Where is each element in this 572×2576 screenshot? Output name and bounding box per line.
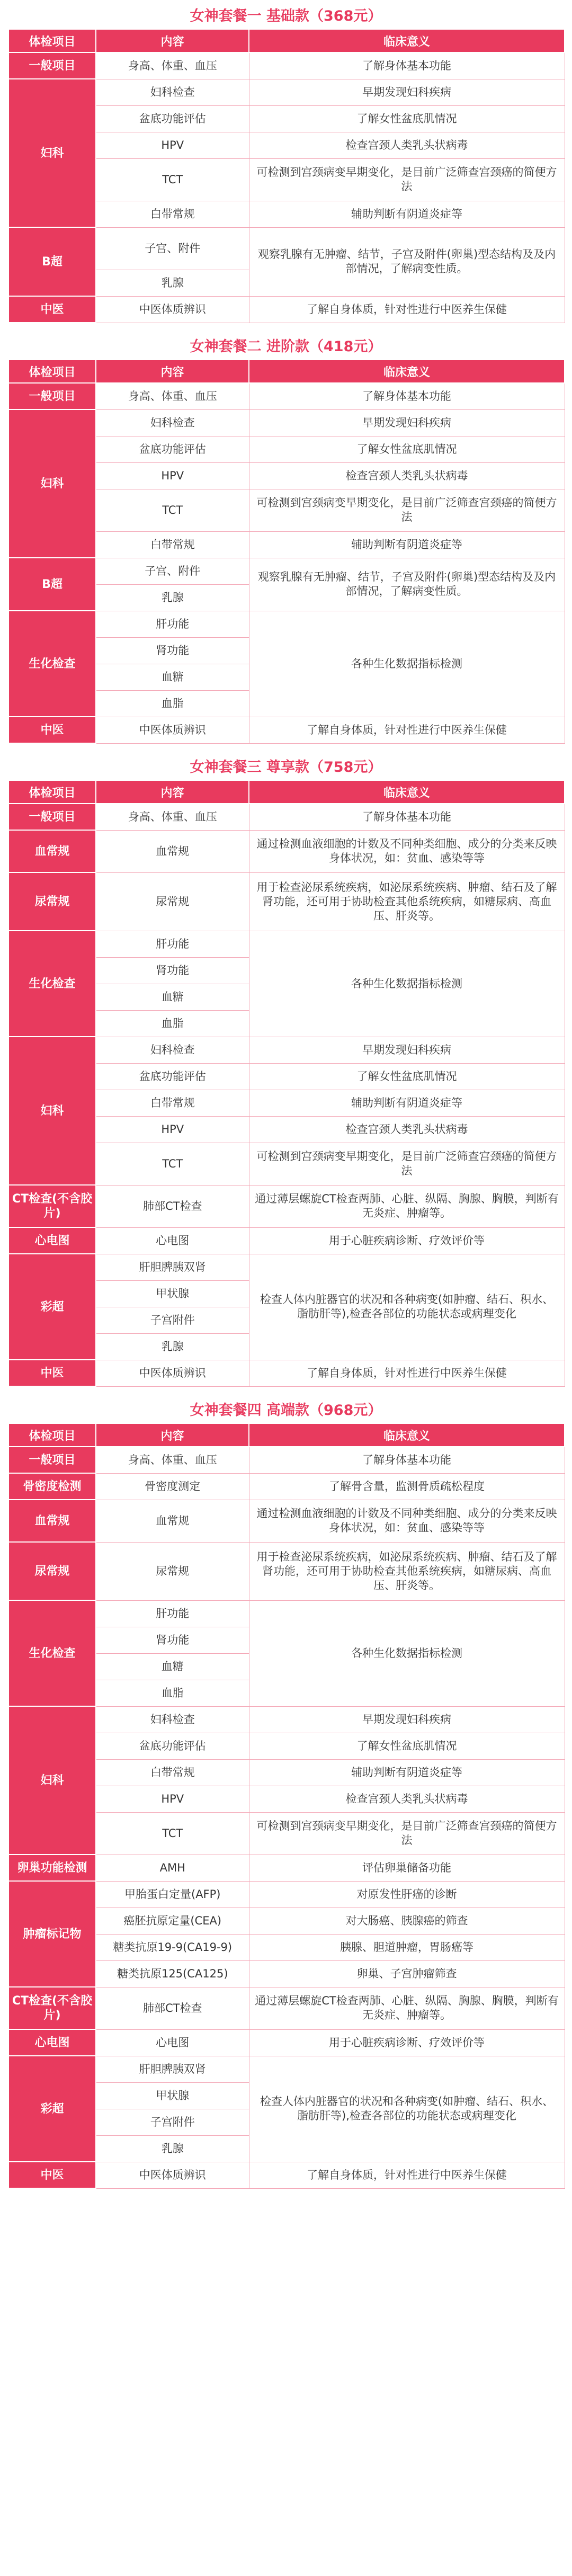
item-cell: 子宫附件	[96, 1307, 249, 1333]
header-item: 内容	[96, 29, 249, 52]
item-cell: 骨密度测定	[96, 1473, 249, 1500]
item-cell: TCT	[96, 158, 249, 201]
package-table	[8, 29, 565, 323]
meaning-cell: 了解身体基本功能	[249, 804, 565, 830]
meaning-cell: 检查宫颈人类乳头状病毒	[249, 462, 565, 489]
meaning-cell: 用于检查泌尿系统疾病，如泌尿系统疾病、肿瘤、结石及了解肾功能，还可用于协助检查其他系统疾病，如糖尿病、高血压、肝炎等。	[249, 1542, 565, 1600]
item-cell: 血糖	[96, 984, 249, 1010]
table-header-row	[8, 1423, 565, 1447]
table-row	[8, 2056, 565, 2082]
item-cell: 乳腺	[96, 1333, 249, 1360]
meaning-cell: 评估卵巢储备功能	[249, 1855, 565, 1881]
item-cell: TCT	[96, 1143, 249, 1185]
category-cell: 一般项目	[8, 52, 96, 79]
meaning-cell: 可检测到宫颈病变早期变化，是目前广泛筛查宫颈癌的简便方法	[249, 1812, 565, 1855]
table-row	[8, 717, 565, 743]
table-row	[8, 804, 565, 830]
meaning-cell: 各种生化数据指标检测	[249, 931, 565, 1037]
meaning-cell: 了解身体基本功能	[249, 383, 565, 409]
item-cell: 白带常规	[96, 531, 249, 558]
meaning-cell: 辅助判断有阴道炎症等	[249, 201, 565, 227]
category-cell: 尿常规	[8, 1542, 96, 1600]
package-1	[8, 8, 564, 323]
category-cell: 妇科	[8, 1037, 96, 1185]
table-row	[8, 1227, 565, 1254]
table-row	[8, 830, 565, 872]
meaning-cell: 早期发现妇科疾病	[249, 409, 565, 436]
meaning-cell: 了解自身体质，针对性进行中医养生保健	[249, 717, 565, 743]
category-cell: 妇科	[8, 79, 96, 227]
category-cell: 骨密度检测	[8, 1473, 96, 1500]
category-cell: 一般项目	[8, 1447, 96, 1473]
table-row	[8, 296, 565, 323]
category-cell: 中医	[8, 2162, 96, 2188]
item-cell: HPV	[96, 132, 249, 158]
item-cell: TCT	[96, 489, 249, 531]
item-cell: 乳腺	[96, 270, 249, 296]
category-cell: 彩超	[8, 1254, 96, 1360]
package-gap	[0, 744, 572, 755]
package-title: 女神套餐三 尊享款（758元）	[190, 759, 382, 776]
package-title: 女神套餐二 进阶款（418元）	[190, 338, 382, 355]
item-cell: 盆底功能评估	[96, 436, 249, 462]
table-row	[8, 1542, 565, 1600]
item-cell: 癌胚抗原定量(CEA)	[96, 1908, 249, 1934]
table-row	[8, 1855, 565, 1881]
meaning-cell: 检查宫颈人类乳头状病毒	[249, 1116, 565, 1143]
item-cell: 血常规	[96, 1500, 249, 1542]
category-cell: 中医	[8, 296, 96, 323]
meaning-cell: 可检测到宫颈病变早期变化，是目前广泛筛查宫颈癌的简便方法	[249, 1143, 565, 1185]
item-cell: 肝功能	[96, 611, 249, 637]
table-header-row	[8, 29, 565, 52]
category-cell: 尿常规	[8, 872, 96, 931]
package-table	[8, 780, 565, 1387]
item-cell: 甲状腺	[96, 1280, 249, 1307]
item-cell: 身高、体重、血压	[96, 804, 249, 830]
item-cell: 乳腺	[96, 2135, 249, 2162]
meaning-cell: 了解自身体质，针对性进行中医养生保健	[249, 1360, 565, 1386]
item-cell: 糖类抗原125(CA125)	[96, 1960, 249, 1987]
header-meaning: 临床意义	[249, 360, 565, 383]
meaning-cell: 对原发性肝癌的诊断	[249, 1881, 565, 1908]
table-row	[8, 1447, 565, 1473]
item-cell: HPV	[96, 1116, 249, 1143]
item-cell: 身高、体重、血压	[96, 1447, 249, 1473]
category-cell: 中医	[8, 1360, 96, 1386]
item-cell: 血脂	[96, 1010, 249, 1037]
header-item: 内容	[96, 780, 249, 804]
item-cell: 中医体质辨识	[96, 2162, 249, 2188]
item-cell: 血脂	[96, 690, 249, 717]
category-cell: 生化检查	[8, 1600, 96, 1706]
meaning-cell: 通过薄层螺旋CT检查两肺、心脏、纵隔、胸腺、胸膜，判断有无炎症、肿瘤等。	[249, 1987, 565, 2029]
meaning-cell: 了解骨含量，监测骨质疏松程度	[249, 1473, 565, 1500]
header-category: 体检项目	[8, 360, 96, 383]
meaning-cell: 了解自身体质，针对性进行中医养生保健	[249, 296, 565, 323]
table-row	[8, 1254, 565, 1280]
item-cell: 妇科检查	[96, 79, 249, 105]
category-cell: 心电图	[8, 2029, 96, 2056]
header-meaning: 临床意义	[249, 780, 565, 804]
package-2	[8, 339, 564, 744]
item-cell: 甲胎蛋白定量(AFP)	[96, 1881, 249, 1908]
item-cell: 糖类抗原19-9(CA19-9)	[96, 1934, 249, 1960]
item-cell: 血脂	[96, 1680, 249, 1706]
package-gap	[0, 1387, 572, 1398]
package-4	[8, 1403, 564, 2189]
meaning-cell: 了解身体基本功能	[249, 52, 565, 79]
item-cell: 盆底功能评估	[96, 1733, 249, 1759]
item-cell: HPV	[96, 462, 249, 489]
item-cell: 尿常规	[96, 872, 249, 931]
package-gap	[0, 323, 572, 335]
header-category: 体检项目	[8, 780, 96, 804]
item-cell: 中医体质辨识	[96, 1360, 249, 1386]
meaning-cell: 胰腺、胆道肿瘤，胃肠癌等	[249, 1934, 565, 1960]
category-cell: 生化检查	[8, 611, 96, 717]
meaning-cell: 了解女性盆底肌情况	[249, 1733, 565, 1759]
item-cell: 白带常规	[96, 1090, 249, 1116]
item-cell: 盆底功能评估	[96, 1063, 249, 1090]
category-cell: B超	[8, 558, 96, 611]
meaning-cell: 用于心脏疾病诊断、疗效评价等	[249, 1227, 565, 1254]
meaning-cell: 各种生化数据指标检测	[249, 1600, 565, 1706]
table-row	[8, 611, 565, 637]
category-cell: CT检查(不含胶片)	[8, 1987, 96, 2029]
meaning-cell: 辅助判断有阴道炎症等	[249, 1759, 565, 1786]
table-row	[8, 1600, 565, 1627]
category-cell: 妇科	[8, 1706, 96, 1855]
table-row	[8, 409, 565, 436]
item-cell: 妇科检查	[96, 409, 249, 436]
meaning-cell: 早期发现妇科疾病	[249, 79, 565, 105]
item-cell: 肝功能	[96, 1600, 249, 1627]
table-row	[8, 1473, 565, 1500]
item-cell: 心电图	[96, 2029, 249, 2056]
meaning-cell: 用于心脏疾病诊断、疗效评价等	[249, 2029, 565, 2056]
item-cell: AMH	[96, 1855, 249, 1881]
meaning-cell: 了解自身体质，针对性进行中医养生保健	[249, 2162, 565, 2188]
header-item: 内容	[96, 1423, 249, 1447]
table-row	[8, 2162, 565, 2188]
item-cell: 肾功能	[96, 637, 249, 664]
meaning-cell: 早期发现妇科疾病	[249, 1037, 565, 1063]
item-cell: 肝胆脾胰双肾	[96, 1254, 249, 1280]
meaning-cell: 可检测到宫颈病变早期变化，是目前广泛筛查宫颈癌的简便方法	[249, 489, 565, 531]
item-cell: 白带常规	[96, 1759, 249, 1786]
package-title: 女神套餐四 高端款（968元）	[190, 1402, 382, 1419]
item-cell: 中医体质辨识	[96, 296, 249, 323]
meaning-cell: 观察乳腺有无肿瘤、结节，子宫及附件(卵巢)型态结构及及内部情况，了解病变性质。	[249, 558, 565, 611]
category-cell: 心电图	[8, 1227, 96, 1254]
item-cell: 子宫、附件	[96, 227, 249, 270]
header-category: 体检项目	[8, 29, 96, 52]
category-cell: CT检查(不含胶片)	[8, 1185, 96, 1227]
header-category: 体检项目	[8, 1423, 96, 1447]
meaning-cell: 通过薄层螺旋CT检查两肺、心脏、纵隔、胸腺、胸膜，判断有无炎症、肿瘤等。	[249, 1185, 565, 1227]
table-row	[8, 558, 565, 584]
item-cell: 身高、体重、血压	[96, 52, 249, 79]
item-cell: 妇科检查	[96, 1037, 249, 1063]
item-cell: 心电图	[96, 1227, 249, 1254]
meaning-cell: 观察乳腺有无肿瘤、结节，子宫及附件(卵巢)型态结构及及内部情况，了解病变性质。	[249, 227, 565, 296]
package-table	[8, 1423, 565, 2189]
table-row	[8, 1037, 565, 1063]
table-row	[8, 79, 565, 105]
category-cell: 卵巢功能检测	[8, 1855, 96, 1881]
item-cell: 肺部CT检查	[96, 1987, 249, 2029]
category-cell: 妇科	[8, 409, 96, 558]
meaning-cell: 检查人体内脏器官的状况和各种病变(如肿瘤、结石、积水、脂肪肝等),检查各部位的功能状态或病理变化	[249, 2056, 565, 2162]
item-cell: 肺部CT检查	[96, 1185, 249, 1227]
item-cell: 血糖	[96, 664, 249, 690]
table-row	[8, 52, 565, 79]
item-cell: 肾功能	[96, 1627, 249, 1653]
meaning-cell: 了解女性盆底肌情况	[249, 105, 565, 132]
package-title: 女神套餐一 基础款（368元）	[190, 8, 382, 24]
item-cell: 甲状腺	[96, 2082, 249, 2109]
item-cell: 盆底功能评估	[96, 105, 249, 132]
category-cell: 血常规	[8, 1500, 96, 1542]
item-cell: 血糖	[96, 1653, 249, 1680]
meaning-cell: 通过检测血液细胞的计数及不同种类细胞、成分的分类来反映身体状况，如：贫血、感染等等	[249, 1500, 565, 1542]
table-row	[8, 1185, 565, 1227]
meaning-cell: 检查宫颈人类乳头状病毒	[249, 1786, 565, 1812]
meaning-cell: 早期发现妇科疾病	[249, 1706, 565, 1733]
table-row	[8, 1360, 565, 1386]
table-row	[8, 931, 565, 957]
table-row	[8, 2029, 565, 2056]
item-cell: 肾功能	[96, 957, 249, 984]
item-cell: TCT	[96, 1812, 249, 1855]
category-cell: 彩超	[8, 2056, 96, 2162]
meaning-cell: 了解女性盆底肌情况	[249, 436, 565, 462]
meaning-cell: 卵巢、子宫肿瘤筛查	[249, 1960, 565, 1987]
header-item: 内容	[96, 360, 249, 383]
item-cell: 白带常规	[96, 201, 249, 227]
item-cell: 中医体质辨识	[96, 717, 249, 743]
item-cell: HPV	[96, 1786, 249, 1812]
table-header-row	[8, 780, 565, 804]
table-row	[8, 1881, 565, 1908]
meaning-cell: 对大肠癌、胰腺癌的筛查	[249, 1908, 565, 1934]
category-cell: B超	[8, 227, 96, 296]
category-cell: 一般项目	[8, 383, 96, 409]
item-cell: 子宫、附件	[96, 558, 249, 584]
table-row	[8, 1987, 565, 2029]
category-cell: 中医	[8, 717, 96, 743]
category-cell: 血常规	[8, 830, 96, 872]
meaning-cell: 各种生化数据指标检测	[249, 611, 565, 717]
category-cell: 一般项目	[8, 804, 96, 830]
meaning-cell: 辅助判断有阴道炎症等	[249, 531, 565, 558]
table-header-row	[8, 360, 565, 383]
category-cell: 肿瘤标记物	[8, 1881, 96, 1987]
table-row	[8, 1500, 565, 1542]
meaning-cell: 可检测到宫颈病变早期变化，是目前广泛筛查宫颈癌的简便方法	[249, 158, 565, 201]
meaning-cell: 用于检查泌尿系统疾病，如泌尿系统疾病、肿瘤、结石及了解肾功能，还可用于协助检查其他系统疾病，如糖尿病、高血压、肝炎等。	[249, 872, 565, 931]
meaning-cell: 检查人体内脏器官的状况和各种病变(如肿瘤、结石、积水、脂肪肝等),检查各部位的功能状态或病理变化	[249, 1254, 565, 1360]
item-cell: 妇科检查	[96, 1706, 249, 1733]
table-row	[8, 872, 565, 931]
header-meaning: 临床意义	[249, 1423, 565, 1447]
item-cell: 尿常规	[96, 1542, 249, 1600]
table-row	[8, 227, 565, 270]
meaning-cell: 了解身体基本功能	[249, 1447, 565, 1473]
meaning-cell: 辅助判断有阴道炎症等	[249, 1090, 565, 1116]
header-meaning: 临床意义	[249, 29, 565, 52]
item-cell: 乳腺	[96, 584, 249, 611]
item-cell: 肝功能	[96, 931, 249, 957]
category-cell: 生化检查	[8, 931, 96, 1037]
table-row	[8, 383, 565, 409]
item-cell: 肝胆脾胰双肾	[96, 2056, 249, 2082]
meaning-cell: 通过检测血液细胞的计数及不同种类细胞、成分的分类来反映身体状况，如：贫血、感染等等	[249, 830, 565, 872]
package-table	[8, 359, 565, 744]
table-row	[8, 1706, 565, 1733]
package-3	[8, 760, 564, 1387]
item-cell: 身高、体重、血压	[96, 383, 249, 409]
meaning-cell: 检查宫颈人类乳头状病毒	[249, 132, 565, 158]
item-cell: 血常规	[96, 830, 249, 872]
meaning-cell: 了解女性盆底肌情况	[249, 1063, 565, 1090]
item-cell: 子宫附件	[96, 2109, 249, 2135]
